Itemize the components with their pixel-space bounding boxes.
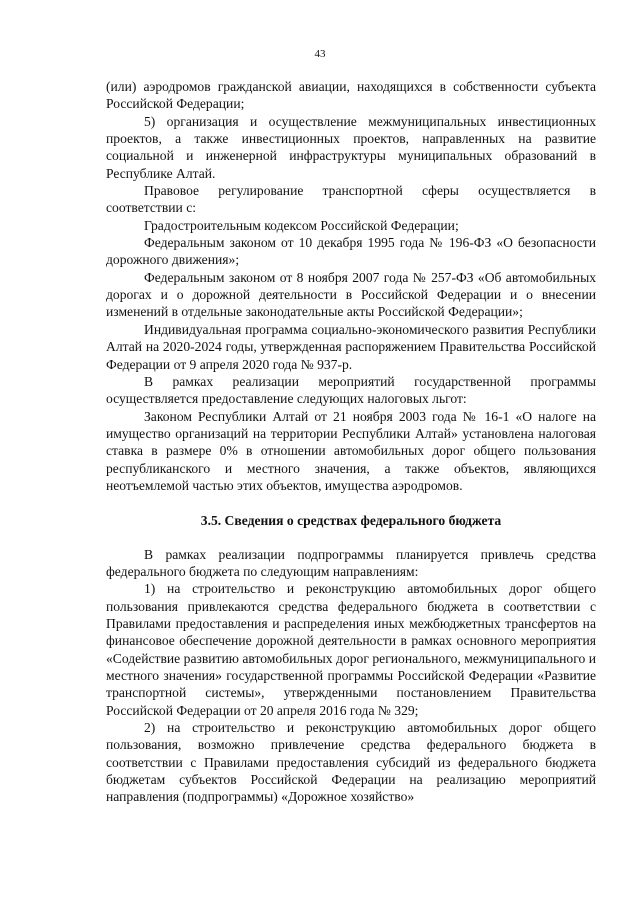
paragraph: Законом Республики Алтай от 21 ноября 2003 года № 16-1 «О налоге на имущество организаций на территории Республики Алтай» установлена налоговая ставка в размере 0% в отношении автомобильных дорог общего пользования республиканского и местного значения, а также объектов, являющихся неотъемлемой частью этих объектов, имущества аэродромов. (106, 408, 596, 493)
paragraph: 2) на строительство и реконструкцию автомобильных дорог общего пользования, возможно привлечение средства федерального бюджета в соответствии с Правилами предоставления субсидий из федерального бюджета бюджетам субъектов Российской Федерации на реализацию мероприятий направления (подпрограммы) «Дорожное хозяйство» (106, 720, 596, 805)
page-number: 43 (314, 48, 326, 60)
section-title: 3.5. Сведения о средствах федерального бюджета (200, 513, 502, 529)
paragraph: В рамках реализации мероприятий государственной программы осуществляется предоставление следующих налоговых льгот: (106, 373, 596, 407)
paragraph: Градостроительным кодексом Российской Федерации; (144, 217, 459, 233)
paragraphs-after-section (106, 546, 596, 806)
paragraph: Индивидуальная программа социально-экономического развития Республики Алтай на 2020-2024 годы, утвержденная распоряжением Правительства Российской Федерации от 9 апреля 2020 года № 937-р. (106, 321, 596, 372)
paragraph: Федеральным законом от 8 ноября 2007 года № 257-ФЗ «Об автомобильных дорогах и о дорожной деятельности в Российской Федерации и о внесении изменений в отдельные законодательные акты Российской Федерации»; (106, 269, 596, 320)
paragraphs-before-section (106, 78, 596, 494)
paragraph: 5) организация и осуществление межмуниципальных инвестиционных проектов, а также инвестиционных проектов, направленных на развитие социальной и инженерной инфраструктуры муниципальных образований в Республике Алтай. (106, 113, 596, 181)
paragraph: (или) аэродромов гражданской авиации, находящихся в собственности субъекта Российской Федерации; (106, 79, 596, 112)
paragraph: Правовое регулирование транспортной сферы осуществляется в соответствии с: (106, 183, 596, 216)
paragraph: Федеральным законом от 10 декабря 1995 года № 196-ФЗ «О безопасности дорожного движения»; (106, 235, 596, 268)
paragraph: В рамках реализации подпрограммы планируется привлечь средства федерального бюджета по следующим направлениям: (106, 546, 596, 579)
paragraph: 1) на строительство и реконструкцию автомобильных дорог общего пользования привлекаются средства федерального бюджета в соответствии с Правилами предоставления и распределения иных межбюджетных трансфертов на финансовое обеспечение дорожной деятельности в рамках основного мероприятия «Содействие развитию автомобильных дорог регионального, межмуниципального и местного значения» государственной программы Российской Федерации «Развитие транспортной системы», утвержденными постановлением Правительства Российской Федерации от 20 апреля 2016 года № 329; (106, 581, 596, 718)
document-body (106, 78, 596, 806)
